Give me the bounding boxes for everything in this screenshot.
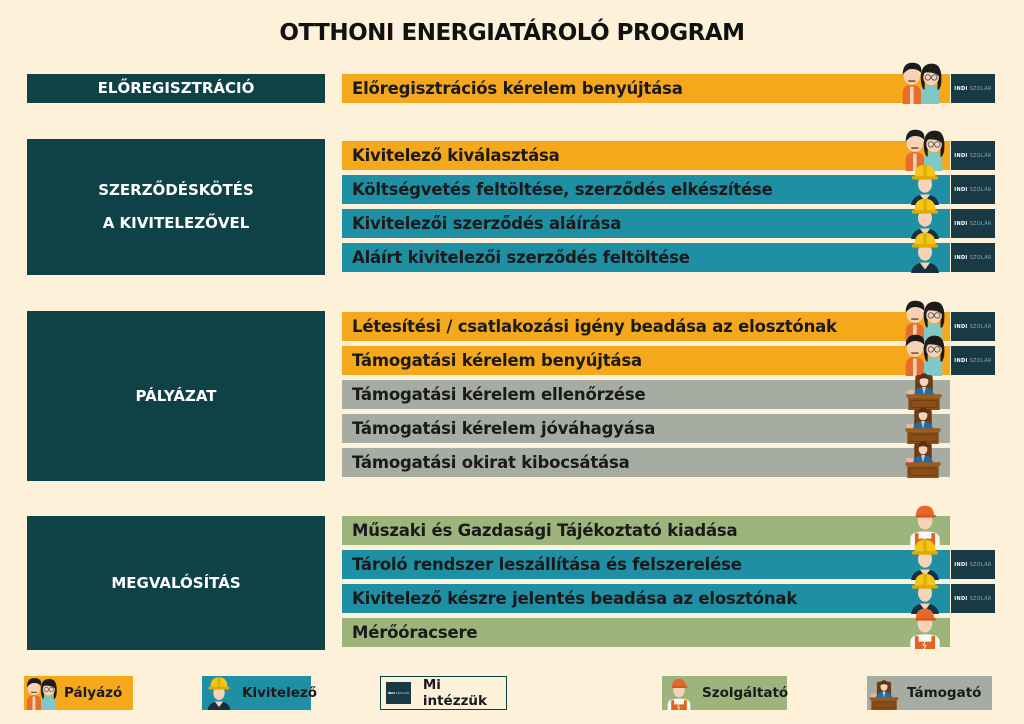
- step-bar: [342, 448, 950, 477]
- legend-label: Mi intézzük: [422, 677, 488, 709]
- step-bar: [342, 243, 950, 272]
- step-label: Támogatási okirat kibocsátása: [352, 453, 630, 472]
- step-label: Támogatási kérelem jóváhagyása: [352, 419, 656, 438]
- indi-szolar-logo: INDI SZOLÁR: [951, 209, 995, 238]
- legend-label: Támogató: [907, 685, 982, 701]
- official-desk-icon: [902, 435, 944, 479]
- indi-szolar-logo: INDI SZOLÁR: [951, 550, 995, 579]
- legend-label: Pályázó: [64, 685, 123, 701]
- utility-worker-icon: [905, 605, 945, 649]
- section-szerzodeskotes: [27, 139, 325, 275]
- step-label: Mérőóracsere: [352, 623, 478, 642]
- section-eloregisztracio: [27, 74, 325, 103]
- hardhat-worker-icon: [907, 231, 943, 273]
- utility-worker-icon: [662, 676, 696, 710]
- step-bar: [342, 175, 950, 204]
- step-label: Kivitelező kiválasztása: [352, 146, 560, 165]
- step-bar: [342, 414, 950, 443]
- section-label: MEGVALÓSÍTÁS: [111, 573, 241, 592]
- indi-szolar-logo: INDI SZOLÁR: [951, 175, 995, 204]
- legend-mi-intezzuk: [380, 676, 507, 710]
- couple-icon: [898, 60, 944, 104]
- step-label: Előregisztrációs kérelem benyújtása: [352, 79, 683, 98]
- legend-tamogato: [867, 676, 992, 710]
- legend-palyazo: [24, 676, 133, 710]
- section-label: A KIVITELEZŐVEL: [102, 214, 250, 232]
- indi-szolar-logo: INDI SZOLÁR: [951, 584, 995, 613]
- step-bar: [342, 74, 950, 103]
- official-desk-icon: [867, 676, 901, 710]
- section-label: PÁLYÁZAT: [135, 386, 217, 405]
- couple-icon: [24, 676, 58, 710]
- step-bar: [342, 380, 950, 409]
- step-label: Támogatási kérelem ellenőrzése: [352, 385, 646, 404]
- indi-szolar-logo: INDI SZOLÁR: [386, 682, 411, 704]
- step-bar: [342, 550, 950, 579]
- step-bar: [342, 346, 950, 375]
- step-label: Támogatási kérelem benyújtása: [352, 351, 642, 370]
- step-label: Kivitelező készre jelentés beadása az elosztónak: [352, 589, 798, 608]
- step-bar: [342, 209, 950, 238]
- legend-label: Kivitelező: [242, 685, 318, 701]
- section-palyazat: [27, 311, 325, 481]
- step-bar: [342, 584, 950, 613]
- section-label: SZERZŐDÉSKÖTÉS: [98, 181, 254, 199]
- section-megvalositas: [27, 516, 325, 650]
- legend-label: Szolgáltató: [702, 685, 789, 701]
- indi-szolar-logo: INDI SZOLÁR: [951, 74, 995, 103]
- indi-szolar-logo: INDI SZOLÁR: [951, 243, 995, 272]
- step-label: Aláírt kivitelezői szerződés feltöltése: [352, 248, 690, 267]
- step-bar: [342, 516, 950, 545]
- step-bar: [342, 312, 950, 341]
- legend-kivitelezo: [202, 676, 318, 710]
- hardhat-worker-icon: [202, 676, 236, 710]
- indi-szolar-logo: INDI SZOLÁR: [951, 141, 995, 170]
- section-label: ELŐREGISZTRÁCIÓ: [97, 79, 255, 97]
- step-label: Kivitelezői szerződés aláírása: [352, 214, 622, 233]
- step-label: Műszaki és Gazdasági Tájékoztató kiadása: [352, 521, 738, 540]
- page-title: OTTHONI ENERGIATÁROLÓ PROGRAM: [279, 20, 745, 46]
- legend-szolgaltato: [662, 676, 787, 710]
- step-label: Létesítési / csatlakozási igény beadása az elosztónak: [352, 317, 837, 336]
- step-bar: [342, 141, 950, 170]
- step-label: Költségvetés feltöltése, szerződés elkészítése: [352, 180, 773, 199]
- indi-szolar-logo: INDI SZOLÁR: [951, 346, 995, 375]
- step-label: Tároló rendszer leszállítása és felszerelése: [352, 555, 742, 574]
- step-bar: [342, 618, 950, 647]
- indi-szolar-logo: INDI SZOLÁR: [951, 312, 995, 341]
